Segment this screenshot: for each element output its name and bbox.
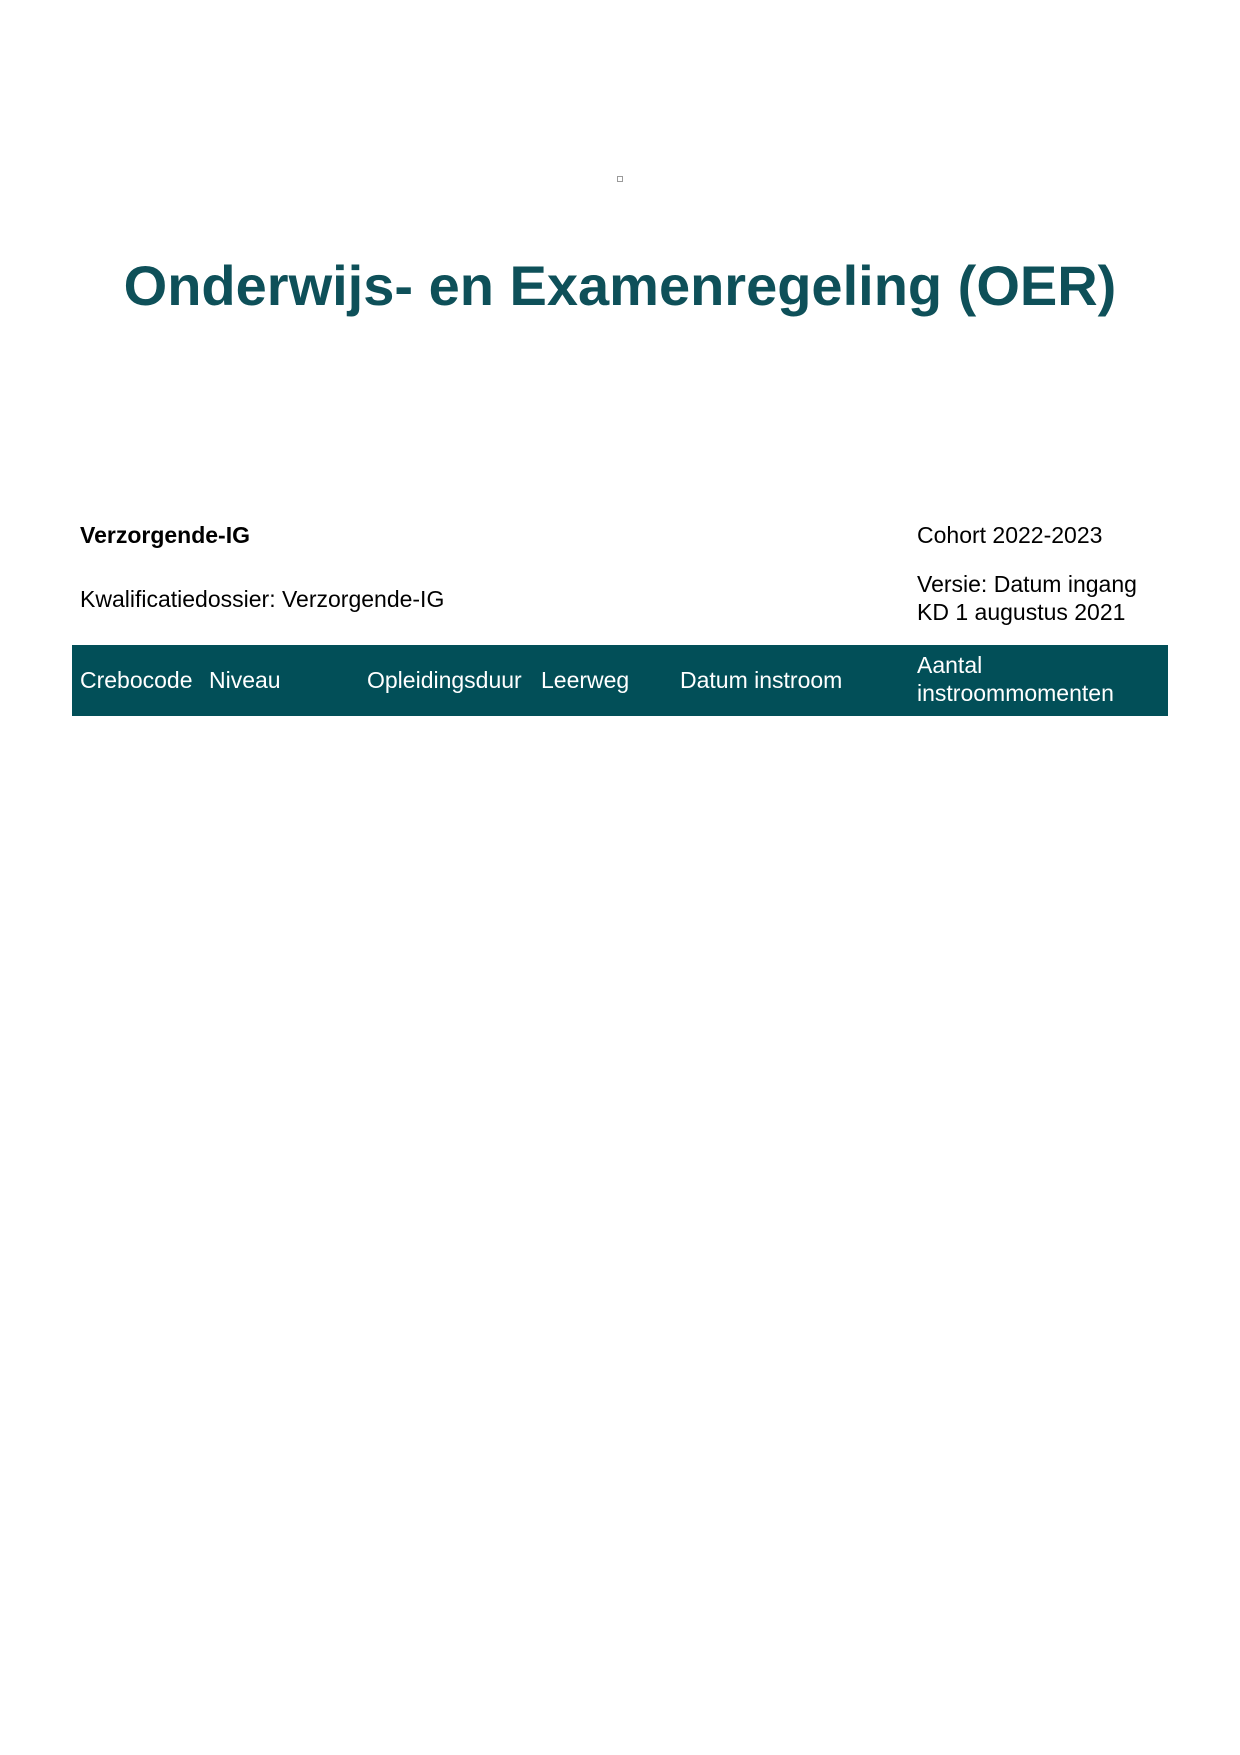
version-label: Versie: Datum ingang KD 1 augustus 2021 <box>917 571 1137 625</box>
header-niveau: Niveau <box>209 667 281 693</box>
program-name: Verzorgende-IG <box>80 522 250 548</box>
header-crebocode: Crebocode <box>80 667 193 693</box>
document-title: Onderwijs- en Examenregeling (OER) <box>123 254 1117 317</box>
header-leerweg: Leerweg <box>541 667 630 693</box>
cohort-label: Cohort 2022-2023 <box>917 522 1103 548</box>
kwalificatiedossier-label: Kwalificatiedossier: Verzorgende-IG <box>80 586 445 612</box>
image-placeholder-icon <box>617 176 623 182</box>
header-aantal-instroommomenten: Aantal instroommomenten <box>917 652 1114 706</box>
header-opleidingsduur: Opleidingsduur <box>367 667 522 693</box>
header-datum-instroom: Datum instroom <box>680 667 843 693</box>
